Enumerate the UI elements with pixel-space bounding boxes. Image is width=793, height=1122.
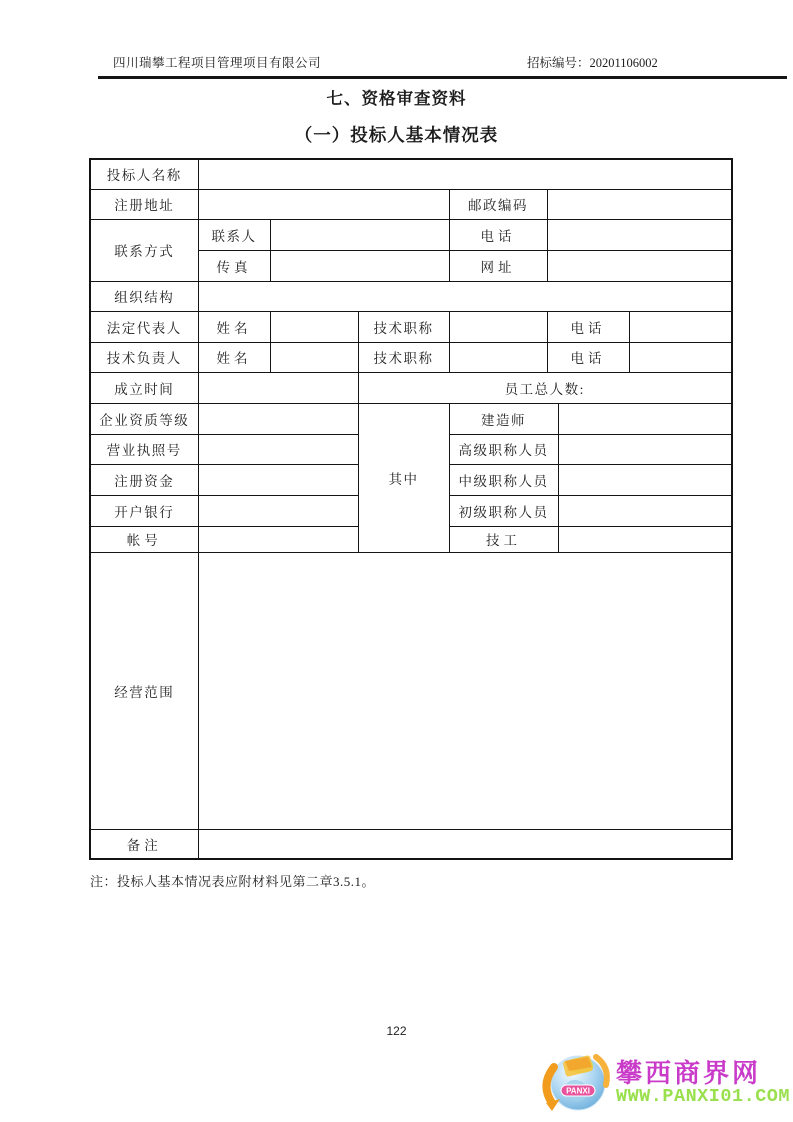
label-account-number: 帐号 bbox=[90, 526, 198, 552]
field-mid-staff bbox=[558, 464, 732, 495]
footnote: 注：投标人基本情况表应附材料见第二章3.5.1。 bbox=[90, 874, 376, 889]
watermark-site-name: 攀西商界网 bbox=[615, 1059, 761, 1089]
basic-info-table bbox=[89, 158, 733, 860]
label-legal-rep-phone: 电话 bbox=[547, 311, 629, 342]
table-row bbox=[90, 311, 732, 342]
label-website: 网址 bbox=[449, 250, 547, 281]
field-bidder-name bbox=[198, 159, 732, 189]
label-contact-method: 联系方式 bbox=[90, 219, 198, 281]
field-contact-person bbox=[270, 219, 449, 250]
table-row bbox=[90, 403, 732, 434]
field-establish-date bbox=[198, 372, 358, 403]
field-fax bbox=[270, 250, 449, 281]
label-total-employees: 员工总人数: bbox=[358, 372, 732, 403]
bid-number-label: 招标编号： bbox=[527, 56, 590, 70]
label-legal-rep: 法定代表人 bbox=[90, 311, 198, 342]
table-row bbox=[90, 281, 732, 311]
table-row bbox=[90, 159, 732, 189]
field-registered-address bbox=[198, 189, 449, 219]
field-senior-staff bbox=[558, 434, 732, 464]
watermark-site-url: WWW.PANXI01.COM bbox=[615, 1086, 790, 1108]
field-legal-rep-phone bbox=[629, 311, 732, 342]
field-remarks bbox=[198, 829, 732, 859]
bid-number bbox=[527, 53, 658, 71]
field-tech-lead-phone bbox=[629, 342, 732, 372]
company-name: 四川瑞攀工程项目管理项目有限公司 bbox=[113, 56, 322, 70]
label-skilled-workers: 技工 bbox=[449, 526, 558, 552]
label-tech-lead-tech-title: 技术职称 bbox=[358, 342, 449, 372]
field-business-scope bbox=[198, 552, 732, 829]
label-fax: 传真 bbox=[198, 250, 270, 281]
field-website bbox=[547, 250, 732, 281]
label-business-scope: 经营范围 bbox=[90, 552, 198, 829]
table-row bbox=[90, 189, 732, 219]
field-account-number bbox=[198, 526, 358, 552]
field-business-license bbox=[198, 434, 358, 464]
field-legal-rep-tech-title bbox=[449, 311, 547, 342]
label-senior-staff: 高级职称人员 bbox=[449, 434, 558, 464]
field-skilled-workers bbox=[558, 526, 732, 552]
field-phone bbox=[547, 219, 732, 250]
label-contact-person: 联系人 bbox=[198, 219, 270, 250]
field-legal-rep-name bbox=[270, 311, 358, 342]
field-constructor bbox=[558, 403, 732, 434]
field-org-structure bbox=[198, 281, 732, 311]
panxi-globe-icon bbox=[540, 1047, 616, 1120]
bid-number-value: 20201106002 bbox=[589, 56, 658, 70]
page-number: 122 bbox=[386, 1024, 407, 1038]
label-phone: 电话 bbox=[449, 219, 547, 250]
label-business-license: 营业执照号 bbox=[90, 434, 198, 464]
label-tech-lead-phone: 电话 bbox=[547, 342, 629, 372]
label-tech-lead: 技术负责人 bbox=[90, 342, 198, 372]
table-row bbox=[90, 219, 732, 250]
header-divider bbox=[98, 76, 787, 79]
label-bidder-name: 投标人名称 bbox=[90, 159, 198, 189]
label-org-structure: 组织结构 bbox=[90, 281, 198, 311]
label-legal-rep-name: 姓名 bbox=[198, 311, 270, 342]
field-postal-code bbox=[547, 189, 732, 219]
table-row bbox=[90, 342, 732, 372]
label-registered-capital: 注册资金 bbox=[90, 464, 198, 495]
label-mid-staff: 中级职称人员 bbox=[449, 464, 558, 495]
field-qualification-level bbox=[198, 403, 358, 434]
table-row bbox=[90, 829, 732, 859]
label-qualification-level: 企业资质等级 bbox=[90, 403, 198, 434]
section-title: 七、资格审查资料 bbox=[326, 89, 467, 108]
label-registered-address: 注册地址 bbox=[90, 189, 198, 219]
table-row bbox=[90, 552, 732, 829]
field-registered-capital bbox=[198, 464, 358, 495]
watermark bbox=[540, 1047, 790, 1120]
label-remarks: 备注 bbox=[90, 829, 198, 859]
field-tech-lead-name bbox=[270, 342, 358, 372]
form-title: （一）投标人基本情况表 bbox=[294, 125, 499, 145]
label-bank: 开户银行 bbox=[90, 495, 198, 526]
label-legal-rep-tech-title: 技术职称 bbox=[358, 311, 449, 342]
label-among-which: 其中 bbox=[358, 403, 449, 552]
label-postal-code: 邮政编码 bbox=[449, 189, 547, 219]
label-establish-date: 成立时间 bbox=[90, 372, 198, 403]
field-tech-lead-tech-title bbox=[449, 342, 547, 372]
field-junior-staff bbox=[558, 495, 732, 526]
label-tech-lead-name: 姓名 bbox=[198, 342, 270, 372]
label-junior-staff: 初级职称人员 bbox=[449, 495, 558, 526]
label-constructor: 建造师 bbox=[449, 403, 558, 434]
panxi-logo-text: PANXI bbox=[566, 1086, 590, 1096]
table-row bbox=[90, 372, 732, 403]
field-bank bbox=[198, 495, 358, 526]
